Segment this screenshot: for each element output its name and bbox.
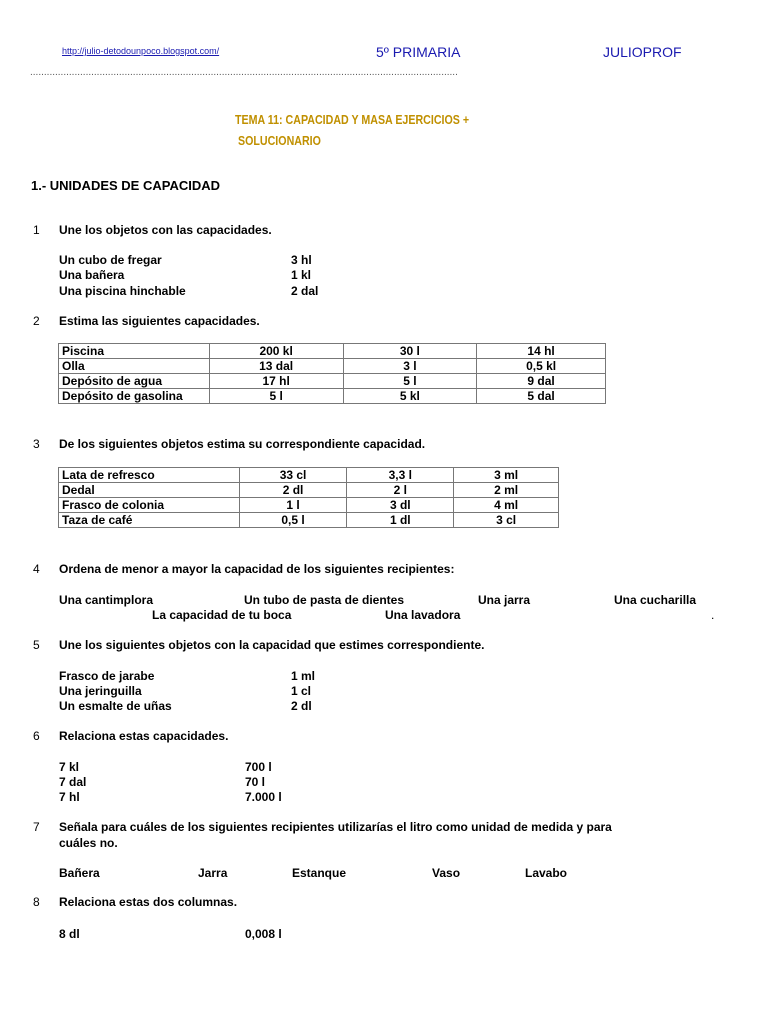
- list-value: 2 dal: [291, 284, 319, 298]
- table-cell: 9 dal: [477, 374, 606, 389]
- list-item: Una jeringuilla: [59, 684, 142, 698]
- table-cell: 0,5 l: [239, 513, 347, 528]
- grade-label: 5º PRIMARIA: [376, 44, 461, 60]
- table-row: [59, 498, 559, 513]
- table-cell: Dedal: [59, 483, 240, 498]
- list-value: 3 hl: [291, 253, 312, 267]
- list-item: Una bañera: [59, 268, 125, 282]
- table-cell: 5 dal: [477, 389, 606, 404]
- exercise-number: 4: [33, 562, 40, 576]
- capacity-table-1: [58, 343, 606, 404]
- table-cell: 33 cl: [239, 468, 347, 483]
- list-item: Una cucharilla: [614, 593, 697, 607]
- list-item: Vaso: [432, 866, 461, 880]
- table-cell: 1 dl: [347, 513, 454, 528]
- list-item: Una piscina hinchable: [59, 284, 186, 298]
- list-item: Una cantimplora: [59, 593, 154, 607]
- exercise-prompt: Relaciona estas capacidades.: [59, 729, 229, 743]
- table-row: [59, 483, 559, 498]
- exercise-prompt: Relaciona estas dos columnas.: [59, 895, 238, 909]
- list-item: Estanque: [292, 866, 347, 880]
- table-cell: 2 l: [347, 483, 454, 498]
- table-cell: Depósito de agua: [59, 374, 210, 389]
- capacity-table-2: [58, 467, 559, 528]
- exercise-prompt: Une los objetos con las capacidades.: [59, 223, 272, 237]
- exercise-prompt: De los siguientes objetos estima su correspondiente capacidad.: [59, 437, 426, 451]
- list-item: 7 kl: [59, 760, 80, 774]
- list-item: Jarra: [198, 866, 228, 880]
- exercise-prompt: Une los siguientes objetos con la capacidad que estimes correspondiente.: [59, 638, 485, 652]
- list-item: Una lavadora: [385, 608, 461, 622]
- list-item: 8 dl: [59, 927, 80, 941]
- list-item: Un tubo de pasta de dientes: [244, 593, 405, 607]
- table-cell: Olla: [59, 359, 210, 374]
- table-cell: 3 dl: [347, 498, 454, 513]
- list-value: 1 ml: [291, 669, 316, 683]
- table-cell: 5 l: [343, 374, 477, 389]
- exercise-number: 8: [33, 895, 40, 909]
- table-row: [59, 468, 559, 483]
- list-item: Un cubo de fregar: [59, 253, 162, 267]
- list-item: Bañera: [59, 866, 100, 880]
- table-cell: 17 hl: [209, 374, 343, 389]
- list-item: Frasco de jarabe: [59, 669, 155, 683]
- table-cell: 3,3 l: [347, 468, 454, 483]
- list-value: 2 dl: [291, 699, 312, 713]
- list-value: 1 cl: [291, 684, 312, 698]
- list-item: 7 hl: [59, 790, 80, 804]
- header-divider: ..........................................................................................................................................................: [30, 67, 458, 77]
- table-cell: Lata de refresco: [59, 468, 240, 483]
- table-row: [59, 344, 606, 359]
- table-cell: 200 kl: [209, 344, 343, 359]
- table-cell: 4 ml: [454, 498, 559, 513]
- table-cell: 5 kl: [343, 389, 477, 404]
- table-cell: 13 dal: [209, 359, 343, 374]
- author-label: [603, 44, 682, 60]
- list-item: 7 dal: [59, 775, 87, 789]
- table-cell: 3 cl: [454, 513, 559, 528]
- table-row: [59, 359, 606, 374]
- document-title: TEMA 11: CAPACIDAD Y MASA EJERCICIOS +: [235, 112, 470, 127]
- table-cell: 3 l: [343, 359, 477, 374]
- exercise-number: 3: [33, 437, 40, 451]
- table-cell: Piscina: [59, 344, 210, 359]
- list-value: 7.000 l: [245, 790, 282, 804]
- exercise-number: 1: [33, 223, 40, 237]
- table-cell: 30 l: [343, 344, 477, 359]
- exercise-number: 2: [33, 314, 40, 328]
- exercise-number: 7: [33, 820, 40, 834]
- table-cell: 3 ml: [454, 468, 559, 483]
- section-heading: 1.- UNIDADES DE CAPACIDAD: [31, 178, 220, 193]
- list-item: La capacidad de tu boca: [152, 608, 292, 622]
- table-cell: 5 l: [209, 389, 343, 404]
- table-cell: 1 l: [239, 498, 347, 513]
- table-cell: 2 dl: [239, 483, 347, 498]
- list-value: 1 kl: [291, 268, 312, 282]
- table-cell: 14 hl: [477, 344, 606, 359]
- document-title-line2: SOLUCIONARIO: [238, 133, 321, 148]
- blog-link[interactable]: http://julio-detodounpoco.blogspot.com/: [62, 46, 220, 56]
- trailing-dot: .: [711, 608, 715, 622]
- table-row: [59, 374, 606, 389]
- table-cell: Frasco de colonia: [59, 498, 240, 513]
- exercise-number: 6: [33, 729, 40, 743]
- list-value: 70 l: [245, 775, 266, 789]
- table-row: [59, 513, 559, 528]
- table-cell: Taza de café: [59, 513, 240, 528]
- list-item: Una jarra: [478, 593, 531, 607]
- exercise-prompt: Señala para cuáles de los siguientes recipientes utilizarías el litro como unidad de medida y para: [59, 820, 612, 834]
- list-item: Un esmalte de uñas: [59, 699, 172, 713]
- table-cell: 0,5 kl: [477, 359, 606, 374]
- exercise-prompt-cont: cuáles no.: [59, 836, 118, 850]
- exercise-prompt: Estima las siguientes capacidades.: [59, 314, 260, 328]
- list-value: 0,008 l: [245, 927, 282, 941]
- exercise-number: 5: [33, 638, 40, 652]
- table-cell: 2 ml: [454, 483, 559, 498]
- table-cell: Depósito de gasolina: [59, 389, 210, 404]
- exercise-prompt: Ordena de menor a mayor la capacidad de los siguientes recipientes:: [59, 562, 455, 576]
- table-row: [59, 389, 606, 404]
- list-value: 700 l: [245, 760, 272, 774]
- list-item: Lavabo: [525, 866, 568, 880]
- author-text: JULIOPROF: [603, 44, 682, 60]
